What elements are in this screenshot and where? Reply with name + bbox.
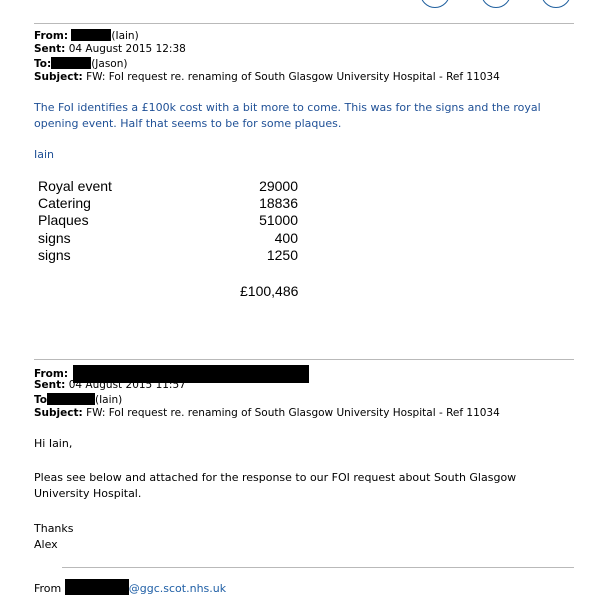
from-label: From (34, 582, 62, 595)
toolbar-circle-button-2[interactable] (481, 0, 511, 8)
table-row (38, 212, 298, 229)
email2-sender-name: Alex (34, 538, 58, 551)
cost-value: 18836 (259, 195, 298, 212)
cost-table (38, 178, 298, 264)
table-row (38, 247, 298, 264)
cost-label: Royal event (38, 178, 112, 194)
toolbar-circle-button-3[interactable] (541, 0, 571, 8)
email2-sent-line (34, 379, 186, 392)
cost-value: 1250 (266, 246, 298, 263)
email1-subject-line (34, 71, 500, 84)
table-row (38, 178, 298, 195)
email1-body-text: The FoI identifies a £100k cost with a bit more to come. This was for the signs and the royal opening event. Half that seems to be for some plaques. (34, 101, 541, 130)
to-name: (Jason) (91, 58, 128, 70)
email2-divider (34, 359, 574, 360)
email2-message: Pleas see below and attached for the response to our FOI request about South Glasgow University Hospital. (34, 471, 517, 500)
cost-label: Catering (38, 195, 91, 212)
table-row (38, 195, 298, 212)
sent-label: Sent: (34, 379, 66, 391)
toolbar-circle-button-1[interactable] (420, 0, 450, 8)
email2-subject-line (34, 407, 500, 420)
from-name: (Iain) (111, 30, 139, 42)
sent-date: 04 August 2015 12:38 (68, 43, 186, 55)
top-divider (34, 23, 574, 24)
redaction-bar (71, 29, 111, 41)
email2-greeting: Hi Iain, (34, 437, 73, 450)
cost-value: 29000 (259, 178, 298, 194)
redaction-bar (47, 393, 95, 405)
table-row (38, 230, 298, 247)
email3-from-line (34, 579, 574, 597)
subject-label: Subject: (34, 407, 83, 419)
email1-sent-line (34, 43, 186, 56)
subject-text: FW: FoI request re. renaming of South Glasgow University Hospital - Ref 11034 (86, 407, 500, 419)
cost-value: 51000 (259, 212, 298, 229)
email1-from-line (34, 29, 139, 43)
cost-label: signs (38, 246, 71, 263)
redaction-bar (65, 579, 129, 595)
cost-label: Plaques (38, 212, 89, 229)
email2-to-line (34, 393, 122, 407)
email3-divider (62, 567, 574, 568)
subject-label: Subject: (34, 71, 83, 83)
cost-label: signs (38, 229, 71, 246)
email2-thanks: Thanks (34, 522, 74, 535)
sent-label: Sent: (34, 43, 66, 55)
email-link[interactable]: @ggc.scot.nhs.uk (128, 582, 227, 595)
redaction-bar (51, 57, 91, 69)
from-label: From: (34, 368, 69, 380)
sent-date: 04 August 2015 11:57 (68, 379, 186, 391)
cost-value: 400 (274, 229, 298, 246)
to-label: To: (34, 58, 52, 70)
cost-total: £100,486 (240, 283, 299, 299)
subject-text: FW: FoI request re. renaming of South Glasgow University Hospital - Ref 11034 (86, 71, 500, 83)
email1-to-line (34, 57, 127, 71)
to-label: To (34, 394, 47, 406)
from-label: From: (34, 30, 69, 42)
to-name: (Iain) (94, 394, 123, 406)
email1-signature: Iain (34, 148, 55, 161)
